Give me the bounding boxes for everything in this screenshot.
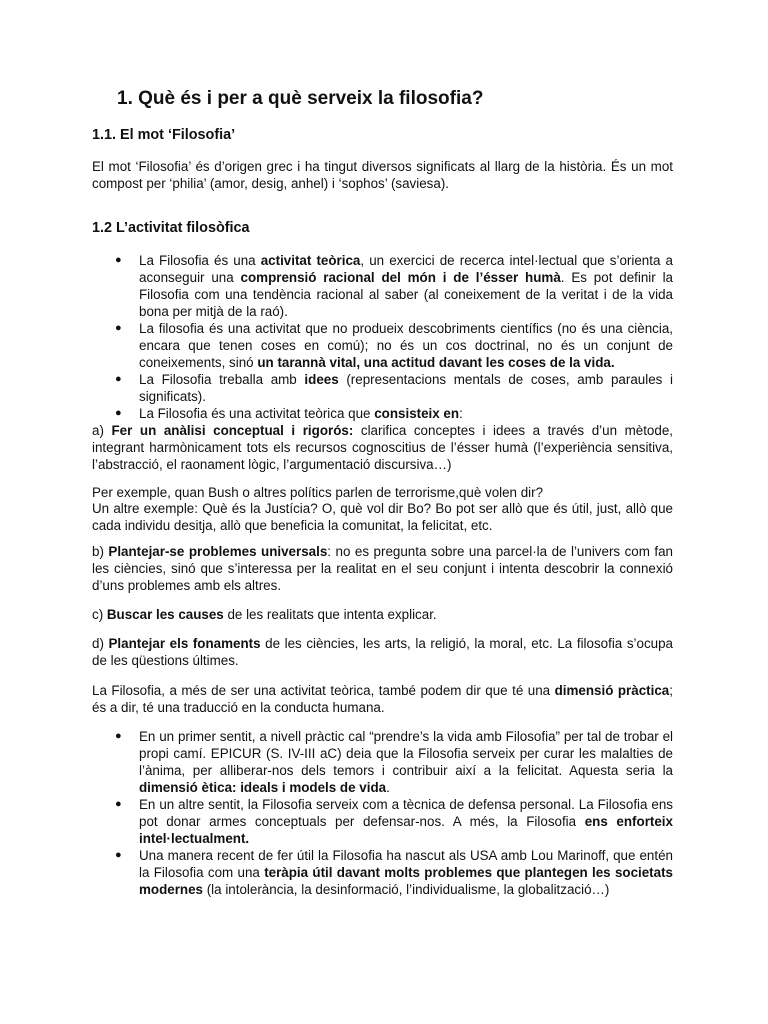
- section-heading-1-2: 1.2 L’activitat filosòfica: [92, 220, 250, 236]
- text: La Filosofia, a més de ser una activitat teòrica, també podem dir que té una: [92, 683, 555, 698]
- paragraph-etymology: El mot ‘Filosofia’ és d’origen grec i ha tingut diversos significats al llarg de la història. És un mot compost per ‘philia’ (amor, desig, anhel) i ‘sophos’ (saviesa).: [92, 159, 673, 191]
- paragraph-practical-dimension: [92, 682, 673, 716]
- bold-text: Plantejar-se problemes universals: [108, 544, 328, 559]
- text: ; és a dir, té una traducció en la conducta humana.: [92, 683, 673, 715]
- text: . Es pot definir la Filosofia com una tendència racional al saber (al coneixement de la veritat i de la vida bona per mitjà de la raó).: [139, 270, 673, 319]
- bold-text: Fer un anàlisi conceptual i rigorós:: [111, 423, 354, 438]
- text: La Filosofia és una: [139, 253, 261, 268]
- list-item: [92, 405, 673, 422]
- text: , un exercici de recerca intel·lectual que s’orienta a aconseguir una: [139, 253, 673, 285]
- bold-text: activitat teòrica: [260, 253, 361, 268]
- text: La Filosofia és una activitat teòrica que: [139, 406, 375, 421]
- list-item: [92, 371, 673, 405]
- bullet-dot-icon: ●: [115, 730, 122, 742]
- text: .: [386, 780, 390, 795]
- bold-text: consisteix en: [374, 406, 460, 421]
- bold-text: idees: [304, 372, 339, 387]
- bullet-dot-icon: ●: [115, 322, 122, 334]
- text: a): [92, 423, 112, 438]
- bullet-list-practical: [92, 728, 673, 898]
- bold-text: un tarannà vital, una actitud davant les coses de la vida.: [257, 355, 615, 370]
- bold-text: Plantejar els fonaments: [108, 636, 261, 651]
- list-item: [92, 796, 673, 847]
- list-item: [92, 320, 673, 371]
- list-item: [92, 252, 673, 320]
- text: (representacions mentals de coses, amb paraules i significats).: [139, 372, 673, 404]
- text: En un primer sentit, a nivell pràctic cal “prendre’s la vida amb Filosofia” per tal de trobar el propi camí. EPICUR (S. IV-III aC) deia que la Filosofia serveix per curar les malalties de l’ànima, per alliberar-nos dels temors i contribuir així a la felicitat. Aquesta seria la: [139, 729, 673, 778]
- bold-text: dimensió ètica: ideals i models de vida: [139, 780, 387, 795]
- list-item: [92, 728, 673, 796]
- text: En un altre sentit, la Filosofia serveix com a tècnica de defensa personal. La Filosofia ens pot donar armes conceptuals per defensar-nos. A més, la Filosofia: [139, 797, 673, 829]
- bold-text: comprensió racional del món i de l’ésser humà: [240, 270, 561, 285]
- bullet-list-activity: [92, 252, 673, 422]
- paragraph-item-d: [92, 635, 673, 669]
- bullet-dot-icon: ●: [115, 407, 122, 419]
- text: d): [92, 636, 109, 651]
- text: c): [92, 607, 107, 622]
- paragraph-item-a: [92, 422, 673, 473]
- text: b): [92, 544, 109, 559]
- text: :: [459, 406, 463, 421]
- paragraph-item-c: [92, 606, 673, 623]
- paragraph-example-2: Un altre exemple: Què és la Justícia? O, què vol dir Bo? Bo pot ser allò que és útil, just, allò que cada individu desitja, allò que beneficia la comunitat, la felicitat, etc.: [92, 501, 673, 533]
- text: de les realitats que intenta explicar.: [223, 607, 437, 622]
- text: La Filosofia treballa amb: [139, 372, 305, 387]
- bold-text: teràpia útil davant molts problemes que plantegen les societats modernes: [139, 865, 673, 897]
- text: Una manera recent de fer útil la Filosofia ha nascut als USA amb Lou Marinoff, que entén la Filosofia com una: [139, 848, 673, 880]
- bullet-dot-icon: ●: [115, 849, 122, 861]
- text: (la intolerància, la desinformació, l’individualisme, la globalització…): [203, 882, 610, 897]
- text: : no es pregunta sobre una parcel·la de l’univers com fan les ciències, sinó que s’interessa per la realitat en el seu conjunt i intenta descobrir la connexió d’uns problemes amb els altres.: [92, 544, 673, 593]
- list-item: [92, 847, 673, 898]
- bold-text: Buscar les causes: [106, 607, 224, 622]
- bullet-dot-icon: ●: [115, 798, 122, 810]
- text: La filosofia és una activitat que no produeix descobriments científics (no és una ciència, encara que tenen coses en comú); no és un cos doctrinal, no és un conjunt de coneixements, sinó: [139, 321, 673, 370]
- text: clarifica conceptes i idees a través d’un mètode, integrant harmònicament tots els recursos cognoscitius de l’ésser humà (l’experiència sensitiva, l’abstracció, el raonament lògic, l’argumentació discursiva…): [92, 423, 673, 472]
- bullet-dot-icon: ●: [115, 373, 122, 385]
- page-title: 1. Què és i per a què serveix la filosofia?: [117, 88, 484, 109]
- bold-text: dimensió pràctica: [554, 683, 670, 698]
- paragraph-item-b: [92, 543, 673, 594]
- section-heading-1-1: 1.1. El mot ‘Filosofia’: [92, 127, 236, 143]
- text: de les ciències, les arts, la religió, la moral, etc. La filosofia s’ocupa de les qüestions últimes.: [92, 636, 673, 668]
- bold-text: ens enforteix intel·lectualment.: [139, 814, 673, 846]
- bullet-dot-icon: ●: [115, 254, 122, 266]
- paragraph-example-1: Per exemple, quan Bush o altres polítics parlen de terrorisme,què volen dir?: [92, 485, 544, 500]
